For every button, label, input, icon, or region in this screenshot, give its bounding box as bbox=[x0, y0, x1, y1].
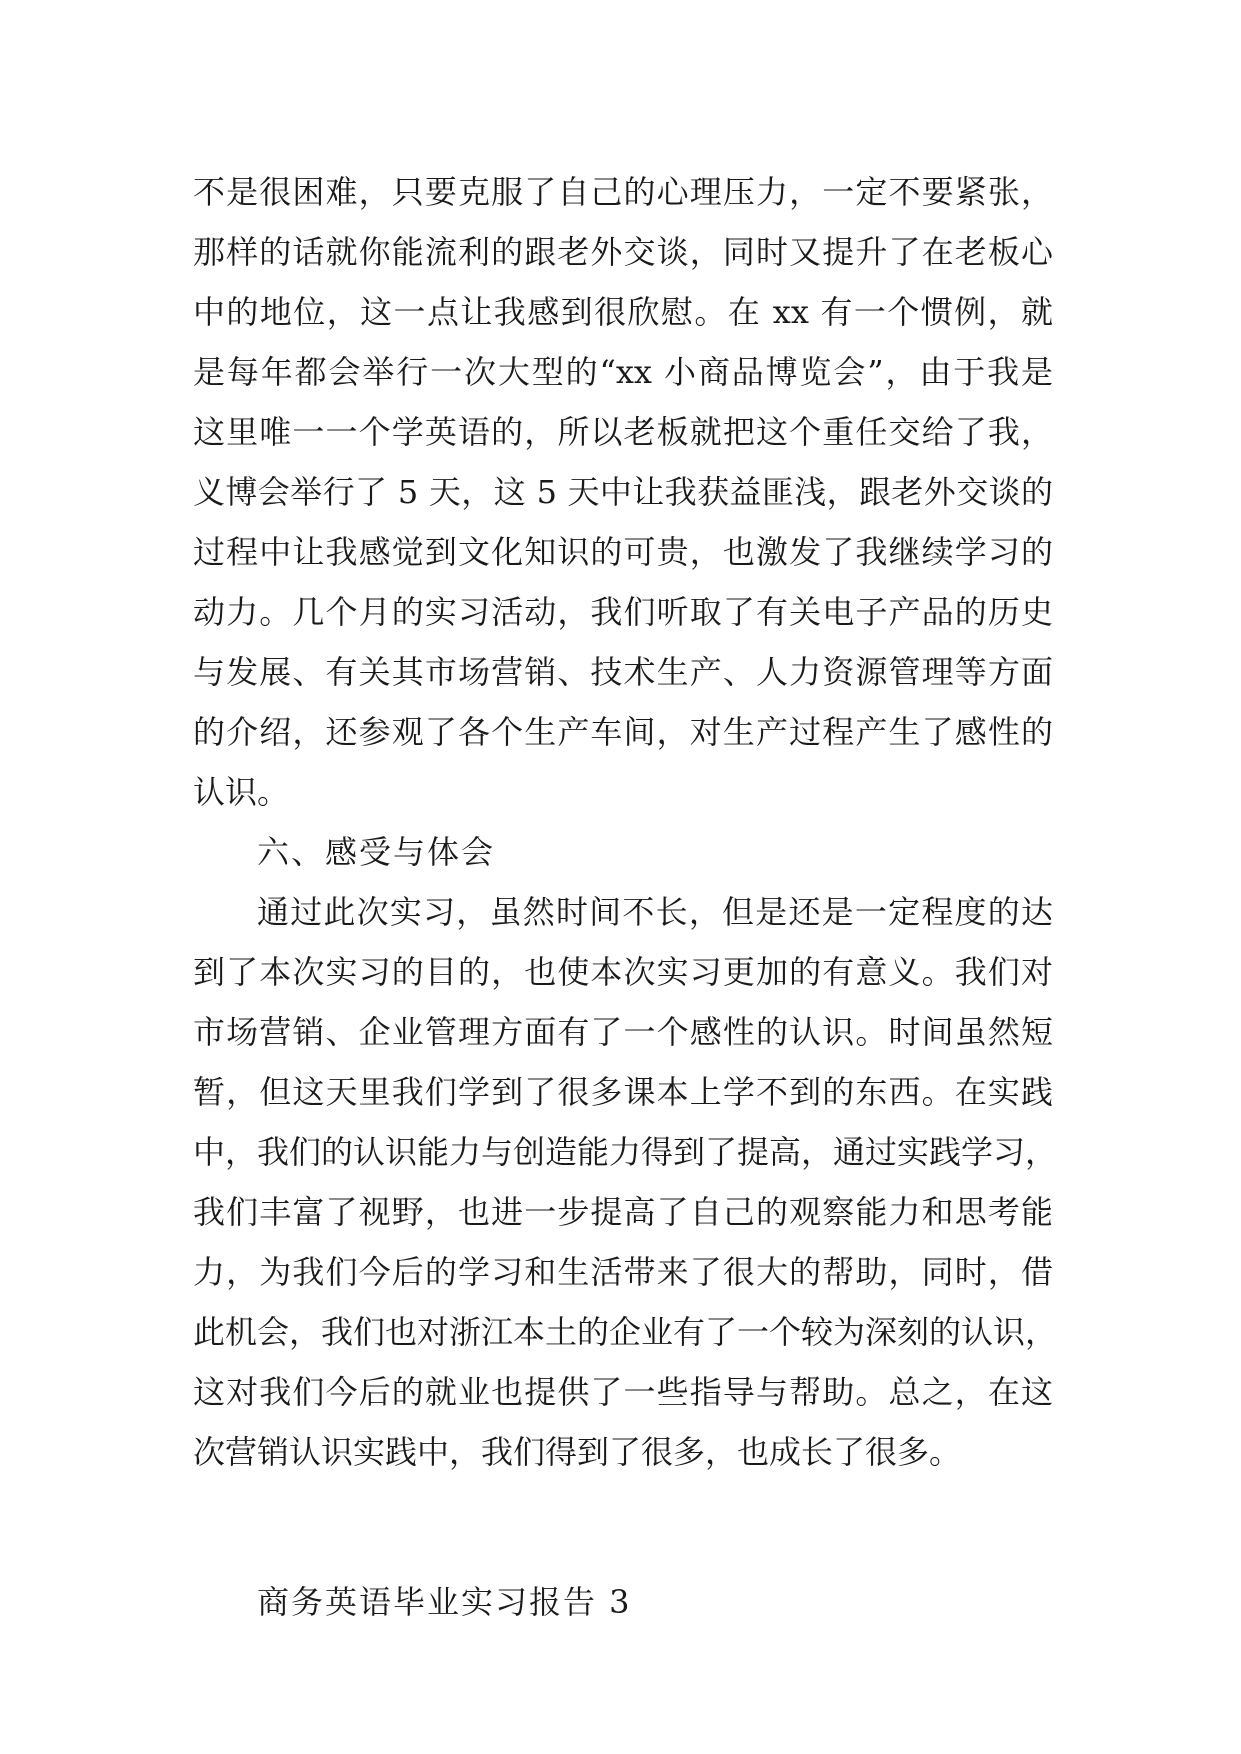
paragraph1-line: 不是很困难，只要克服了自己的心理压力，一定不要紧张， bbox=[193, 173, 1053, 211]
paragraph1-line: 是每年都会举行一次大型的“xx 小商品博览会”，由于我是 bbox=[193, 353, 1053, 391]
report-title: 商务英语毕业实习报告 3 bbox=[257, 1583, 632, 1621]
paragraph2-line: 到了本次实习的目的，也使本次实习更加的有意义。我们对 bbox=[193, 953, 1053, 991]
paragraph1-line: 过程中让我感觉到文化知识的可贵，也激发了我继续学习的 bbox=[193, 533, 1053, 571]
paragraph1-line: 认识。 bbox=[193, 773, 290, 811]
paragraph2-line: 通过此次实习，虽然时间不长，但是还是一定程度的达 bbox=[257, 893, 1053, 931]
paragraph2-line: 次营销认识实践中，我们得到了很多，也成长了很多。 bbox=[193, 1433, 962, 1471]
paragraph2-line: 市场营销、企业管理方面有了一个感性的认识。时间虽然短 bbox=[193, 1013, 1053, 1051]
paragraph2-line: 暂，但这天里我们学到了很多课本上学不到的东西。在实践 bbox=[193, 1073, 1053, 1111]
paragraph1-line: 动力。几个月的实习活动，我们听取了有关电子产品的历史 bbox=[193, 593, 1053, 631]
paragraph2-line: 此机会，我们也对浙江本土的企业有了一个较为深刻的认识， bbox=[193, 1313, 1058, 1351]
paragraph1-line: 中的地位，这一点让我感到很欣慰。在 xx 有一个惯例，就 bbox=[193, 293, 1053, 331]
paragraph1-line: 与发展、有关其市场营销、技术生产、人力资源管理等方面 bbox=[193, 653, 1053, 691]
paragraph1-line: 那样的话就你能流利的跟老外交谈，同时又提升了在老板心 bbox=[193, 233, 1053, 271]
paragraph2-line: 力，为我们今后的学习和生活带来了很大的帮助，同时，借 bbox=[193, 1253, 1053, 1291]
paragraph1-line: 这里唯一一个学英语的，所以老板就把这个重任交给了我， bbox=[193, 413, 1053, 451]
paragraph1-line: 的介绍，还参观了各个生产车间，对生产过程产生了感性的 bbox=[193, 713, 1053, 751]
paragraph2-line: 这对我们今后的就业也提供了一些指导与帮助。总之，在这 bbox=[193, 1373, 1053, 1411]
paragraph1-line: 义博会举行了 5 天，这 5 天中让我获益匪浅，跟老外交谈的 bbox=[193, 473, 1053, 511]
section-heading: 六、感受与体会 bbox=[257, 833, 496, 871]
paragraph2-line: 中，我们的认识能力与创造能力得到了提高，通过实践学习， bbox=[193, 1133, 1058, 1171]
paragraph2-line: 我们丰富了视野，也进一步提高了自己的观察能力和思考能 bbox=[193, 1193, 1053, 1231]
